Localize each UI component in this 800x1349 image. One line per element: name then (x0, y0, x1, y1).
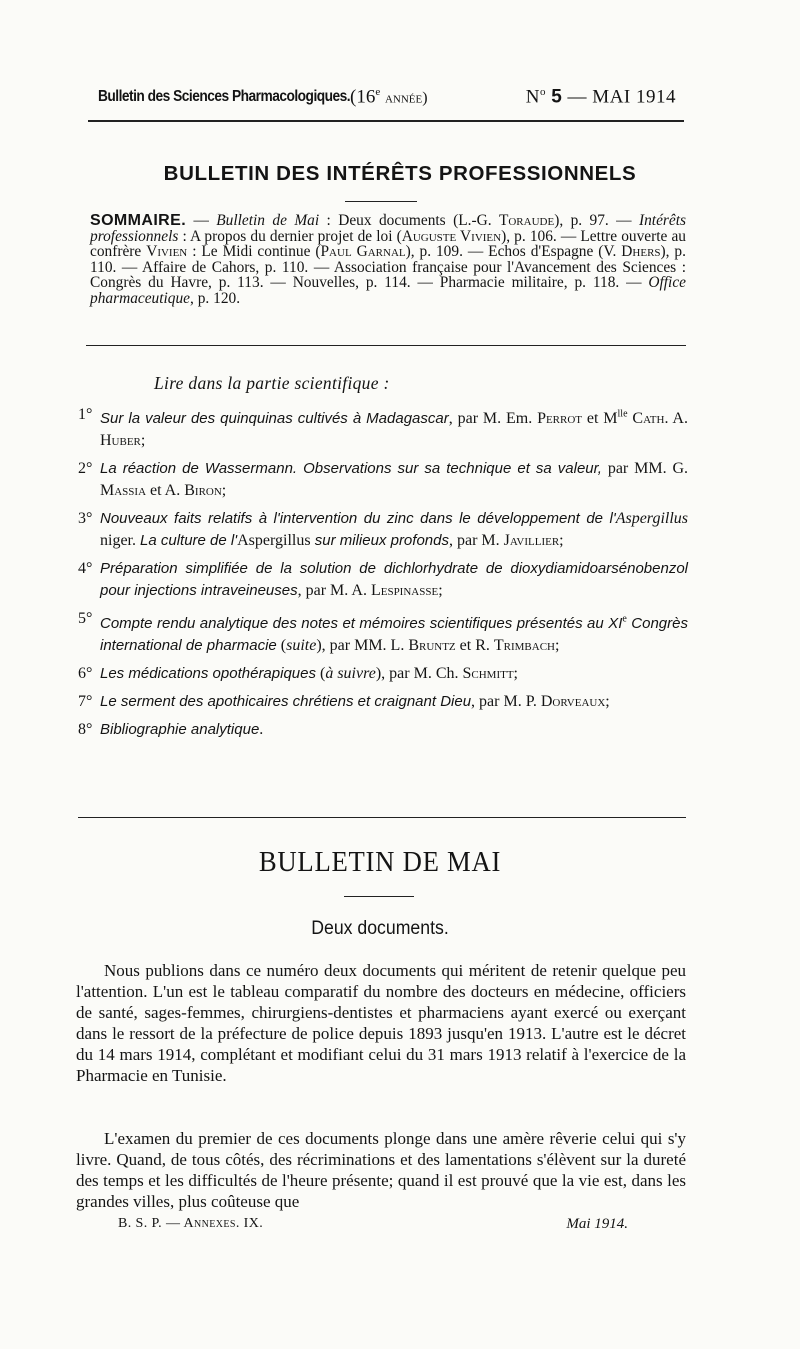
text-run: , par M. Em. (448, 410, 538, 428)
text-run: ), p. 97. — (554, 212, 639, 229)
text-run: La réaction de Wassermann. Observations sur sa technique et sa valeur, (100, 460, 602, 478)
scientific-item (78, 458, 688, 502)
item-number: 5° (78, 610, 93, 628)
text-run: Huber (100, 432, 141, 450)
text-run: Auguste Vivien (401, 227, 502, 245)
text-run: Vivien (146, 243, 188, 261)
text-run: ; (559, 532, 564, 550)
text-run: Nouveaux faits relatifs à l'intervention du zinc dans le développement de l' (100, 510, 616, 528)
text-run: Javillier (503, 532, 560, 550)
item-text (100, 560, 688, 599)
text-run: Biron (184, 482, 222, 500)
text-run: ), p. 110. — Affaire de Cahors, p. 110. — Association française pour l'Avancement des Sciences : Congrès du Havre, p. 113. — Nouvelles, p. 114. — Pharmacie militaire, p. 118. — (90, 243, 686, 292)
text-run: e (622, 613, 627, 625)
footer-reference: B. S. P. — Annexes. IX. (118, 1216, 264, 1231)
item-number: 7° (78, 692, 93, 710)
volume-year: (16e année) (350, 86, 428, 108)
scientific-item (78, 663, 688, 685)
scientific-part-heading: Lire dans la partie scientifique : (154, 373, 390, 393)
scientific-item (78, 691, 688, 713)
text-run: lle (617, 409, 628, 420)
text-run: Les médications opothérapiques (100, 664, 316, 682)
text-run: ( (315, 664, 326, 682)
text-run: Paul Garnal (320, 243, 406, 261)
title-rule (345, 201, 417, 202)
item-text (100, 615, 688, 654)
text-run: à suivre (325, 664, 376, 682)
text-run: Toraude (498, 212, 555, 229)
item-text (100, 665, 518, 682)
text-run: ; (140, 432, 146, 450)
issue-number: $N^o$ 5 — MAI 1914 (525, 86, 676, 108)
item-number: 2° (78, 460, 93, 478)
text-run: , par M. A. (297, 582, 371, 600)
text-run: Trimbach (493, 636, 555, 654)
text-run: Le serment des apothicaires chrétiens et craignant Dieu (100, 692, 472, 710)
item-number: 6° (78, 664, 93, 682)
item-text (100, 410, 688, 449)
text-run: Préparation simplifiée de la solution de dichlorhydrate de dioxydiamidoarsénobenzol pour injections intraveineuses (100, 560, 688, 600)
text-run: et R. (455, 636, 494, 654)
text-run: , p. 120. (190, 289, 241, 307)
item-number: 3° (78, 510, 93, 528)
text-run: Aspergillus (237, 532, 311, 550)
text-run: Perrot (537, 410, 583, 428)
summary-lead: SOMMAIRE. (90, 212, 187, 229)
text-run: Bibliographie analytique (100, 720, 260, 738)
header-rule (88, 120, 684, 122)
text-run: Dhers (621, 243, 661, 261)
text-run: Schmitt (462, 664, 514, 682)
text-run: Massia (100, 482, 147, 500)
text-run: Office pharmaceutique (90, 274, 686, 307)
section-title: BULLETIN DES INTÉRÊTS PROFESSIONNELS (163, 162, 637, 185)
scientific-item (78, 719, 688, 741)
article-paragraph-1: Nous publions dans ce numéro deux documents qui méritent de retenir quelque peu l'attention. L'un est le tableau comparatif du nombre des docteurs en médecine, officiers de santé, sages-femmes, chirurgiens-dentistes et pharmaciens ayant exercé ou exerçant dans le ressort de la préfecture de police depuis 1893 jusqu'en 1913. L'autre est le décret du 14 mars 1914, complétant et modifiant celui du 31 mars 1913 relatif à l'exercice de la Pharmacie en Tunisie. (76, 961, 686, 1085)
text-run: Dorveaux (540, 692, 606, 710)
item-text (100, 510, 688, 549)
text-run: Lespinasse (370, 582, 439, 600)
bulletin-rule (344, 896, 414, 897)
scientific-items-list (78, 404, 688, 747)
scientific-item (78, 608, 688, 656)
text-run: par MM. G. (601, 460, 688, 478)
item-number: 1° (78, 406, 93, 423)
text-run: ; (605, 692, 610, 710)
text-run: niger. (100, 532, 140, 550)
text-run: et A. (146, 482, 185, 500)
scientific-item (78, 404, 688, 452)
text-run: — (186, 212, 217, 229)
footer-date: Mai 1914. (566, 1216, 628, 1232)
text-run: Aspergillus (615, 510, 688, 528)
item-text (100, 693, 610, 710)
text-run: La culture de l' (140, 532, 238, 550)
item-text (100, 460, 688, 499)
item-number: 8° (78, 720, 93, 738)
text-run: : Le Midi continue ( (187, 243, 321, 261)
summary-rule (86, 345, 686, 346)
text-run: suite (286, 636, 317, 654)
text-run: ; (438, 582, 443, 600)
bulletin-title: BULLETIN DE MAI (258, 846, 502, 878)
text-run: Cath. A. (627, 410, 688, 428)
journal-name: Bulletin des Sciences Pharmacologiques. (98, 88, 351, 105)
text-run: et M (582, 410, 618, 428)
text-run: : Deux documents (L.-G. (319, 212, 499, 229)
text-run: ( (276, 636, 287, 654)
text-run: Intérêts professionnels (90, 212, 686, 245)
summary-block (90, 213, 686, 307)
text-run: Congrès international de pharmacie (100, 614, 688, 654)
text-run: : A propos du dernier projet de loi ( (178, 227, 402, 245)
article-title: Deux documents. (311, 918, 449, 939)
article-paragraph-2: L'examen du premier de ces documents plonge dans une amère rêverie celui qui s'y livre. Quand, de tous côtés, des récriminations et des lamentations s'élèvent sur la dureté des temps et les difficultés de l'heure présente; quand il est prouvé que la vie est, dans les grandes villes, plus coûteuse que (76, 1129, 686, 1211)
scientific-item (78, 508, 688, 552)
text-run: ; (555, 636, 560, 654)
text-run: ), par M. Ch. (375, 664, 463, 682)
text-run: ), p. 109. — Echos d'Espagne (V. (405, 243, 622, 261)
text-run: ), par MM. L. (316, 636, 409, 654)
text-run: ), p. 106. — Lettre ouverte au confrère (90, 227, 687, 261)
scientific-item (78, 558, 688, 602)
item-text (100, 721, 263, 738)
text-run: Bulletin de Mai (216, 212, 320, 229)
text-run: ; (221, 482, 227, 500)
text-run: Bruntz (408, 636, 456, 654)
text-run: , par M. P. (471, 692, 541, 710)
text-run: sur milieux profonds (310, 532, 449, 550)
text-run: . (259, 720, 264, 738)
text-run: , par M. (448, 532, 504, 550)
text-run: Compte rendu analytique des notes et mémoires scientifiques présentés au XI (100, 614, 623, 632)
text-run: Sur la valeur des quinquinas cultivés à Madagascar (100, 410, 449, 428)
section-rule (78, 817, 686, 818)
item-number: 4° (78, 560, 93, 578)
running-header (98, 86, 676, 112)
text-run: ; (513, 664, 518, 682)
